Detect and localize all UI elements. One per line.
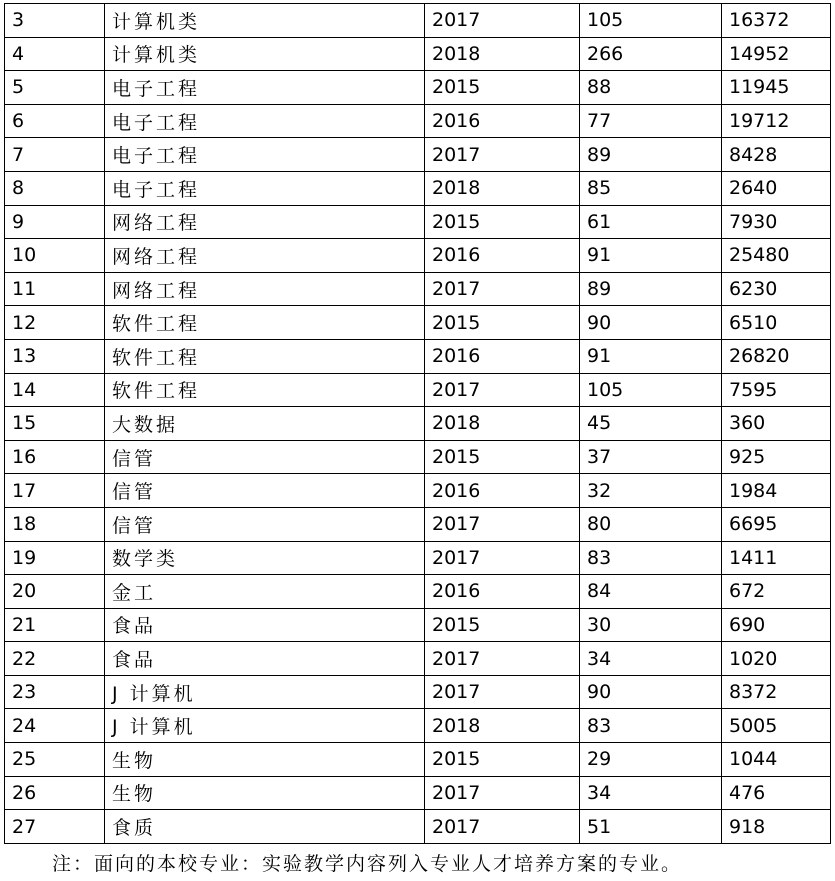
cell-major-name: 数学类 <box>105 541 425 575</box>
table-row <box>5 810 831 844</box>
cell-count: 83 <box>580 709 722 743</box>
cell-value: 11945 <box>722 71 831 105</box>
cell-value: 925 <box>722 440 831 474</box>
cell-major-name: J 计算机 <box>105 709 425 743</box>
cell-value: 2640 <box>722 171 831 205</box>
cell-count: 89 <box>580 272 722 306</box>
table-row <box>5 776 831 810</box>
cell-row-index: 4 <box>5 37 105 71</box>
cell-row-index: 13 <box>5 339 105 373</box>
cell-count: 90 <box>580 306 722 340</box>
cell-year: 2018 <box>425 171 580 205</box>
cell-count: 34 <box>580 776 722 810</box>
cell-year: 2016 <box>425 339 580 373</box>
cell-year: 2016 <box>425 239 580 273</box>
cell-year: 2017 <box>425 541 580 575</box>
cell-year: 2015 <box>425 306 580 340</box>
cell-row-index: 16 <box>5 440 105 474</box>
table-row <box>5 138 831 172</box>
cell-year: 2015 <box>425 71 580 105</box>
table-row <box>5 373 831 407</box>
cell-row-index: 5 <box>5 71 105 105</box>
table-body <box>5 4 831 844</box>
cell-major-name: 金工 <box>105 575 425 609</box>
cell-major-name: 网络工程 <box>105 205 425 239</box>
cell-year: 2017 <box>425 373 580 407</box>
footnote: 注：面向的本校专业：实验教学内容列入专业人才培养方案的专业。 <box>52 853 683 875</box>
cell-value: 476 <box>722 776 831 810</box>
data-table <box>4 3 831 844</box>
cell-value: 26820 <box>722 339 831 373</box>
cell-row-index: 9 <box>5 205 105 239</box>
cell-count: 105 <box>580 373 722 407</box>
cell-row-index: 24 <box>5 709 105 743</box>
cell-value: 8372 <box>722 675 831 709</box>
cell-year: 2015 <box>425 608 580 642</box>
table-row <box>5 642 831 676</box>
cell-count: 34 <box>580 642 722 676</box>
cell-count: 105 <box>580 4 722 38</box>
cell-major-name: 食质 <box>105 810 425 844</box>
cell-value: 7930 <box>722 205 831 239</box>
cell-major-name: 信管 <box>105 474 425 508</box>
cell-row-index: 3 <box>5 4 105 38</box>
cell-year: 2017 <box>425 642 580 676</box>
table-row <box>5 272 831 306</box>
cell-major-name: 生物 <box>105 743 425 777</box>
cell-row-index: 19 <box>5 541 105 575</box>
cell-year: 2016 <box>425 575 580 609</box>
cell-value: 672 <box>722 575 831 609</box>
cell-row-index: 27 <box>5 810 105 844</box>
cell-value: 6695 <box>722 507 831 541</box>
cell-value: 6230 <box>722 272 831 306</box>
table-row <box>5 675 831 709</box>
cell-year: 2017 <box>425 272 580 306</box>
cell-year: 2017 <box>425 776 580 810</box>
cell-count: 51 <box>580 810 722 844</box>
cell-value: 360 <box>722 407 831 441</box>
table-row <box>5 407 831 441</box>
cell-year: 2017 <box>425 507 580 541</box>
table-row <box>5 205 831 239</box>
table-row <box>5 104 831 138</box>
cell-value: 1020 <box>722 642 831 676</box>
cell-row-index: 25 <box>5 743 105 777</box>
cell-row-index: 15 <box>5 407 105 441</box>
cell-year: 2018 <box>425 37 580 71</box>
cell-major-name: J 计算机 <box>105 675 425 709</box>
cell-count: 45 <box>580 407 722 441</box>
cell-major-name: 网络工程 <box>105 239 425 273</box>
table-row <box>5 743 831 777</box>
cell-major-name: 计算机类 <box>105 4 425 38</box>
cell-count: 83 <box>580 541 722 575</box>
cell-year: 2017 <box>425 675 580 709</box>
cell-row-index: 23 <box>5 675 105 709</box>
cell-row-index: 14 <box>5 373 105 407</box>
cell-count: 89 <box>580 138 722 172</box>
cell-row-index: 6 <box>5 104 105 138</box>
cell-value: 1044 <box>722 743 831 777</box>
cell-value: 690 <box>722 608 831 642</box>
cell-row-index: 20 <box>5 575 105 609</box>
cell-value: 1411 <box>722 541 831 575</box>
cell-major-name: 网络工程 <box>105 272 425 306</box>
cell-value: 14952 <box>722 37 831 71</box>
table-row <box>5 474 831 508</box>
cell-major-name: 电子工程 <box>105 171 425 205</box>
cell-row-index: 10 <box>5 239 105 273</box>
cell-row-index: 26 <box>5 776 105 810</box>
cell-count: 90 <box>580 675 722 709</box>
cell-row-index: 8 <box>5 171 105 205</box>
cell-count: 30 <box>580 608 722 642</box>
cell-value: 5005 <box>722 709 831 743</box>
cell-count: 77 <box>580 104 722 138</box>
cell-major-name: 信管 <box>105 440 425 474</box>
cell-row-index: 7 <box>5 138 105 172</box>
cell-count: 91 <box>580 239 722 273</box>
cell-major-name: 电子工程 <box>105 71 425 105</box>
cell-count: 61 <box>580 205 722 239</box>
cell-year: 2018 <box>425 407 580 441</box>
cell-row-index: 17 <box>5 474 105 508</box>
cell-value: 918 <box>722 810 831 844</box>
cell-value: 1984 <box>722 474 831 508</box>
table-row <box>5 37 831 71</box>
cell-major-name: 软件工程 <box>105 339 425 373</box>
table-row <box>5 171 831 205</box>
table-row <box>5 306 831 340</box>
cell-count: 85 <box>580 171 722 205</box>
cell-year: 2015 <box>425 440 580 474</box>
cell-value: 6510 <box>722 306 831 340</box>
cell-major-name: 电子工程 <box>105 138 425 172</box>
cell-value: 19712 <box>722 104 831 138</box>
cell-count: 29 <box>580 743 722 777</box>
table-row <box>5 608 831 642</box>
table-row <box>5 239 831 273</box>
table-row <box>5 541 831 575</box>
cell-count: 32 <box>580 474 722 508</box>
cell-year: 2016 <box>425 474 580 508</box>
cell-year: 2017 <box>425 4 580 38</box>
table-row <box>5 71 831 105</box>
table-row <box>5 709 831 743</box>
cell-value: 16372 <box>722 4 831 38</box>
cell-count: 266 <box>580 37 722 71</box>
cell-major-name: 大数据 <box>105 407 425 441</box>
cell-year: 2015 <box>425 743 580 777</box>
cell-year: 2017 <box>425 810 580 844</box>
cell-major-name: 电子工程 <box>105 104 425 138</box>
cell-row-index: 22 <box>5 642 105 676</box>
cell-row-index: 12 <box>5 306 105 340</box>
cell-value: 8428 <box>722 138 831 172</box>
cell-row-index: 18 <box>5 507 105 541</box>
cell-major-name: 计算机类 <box>105 37 425 71</box>
cell-count: 37 <box>580 440 722 474</box>
table-row <box>5 339 831 373</box>
cell-row-index: 11 <box>5 272 105 306</box>
cell-row-index: 21 <box>5 608 105 642</box>
cell-major-name: 食品 <box>105 642 425 676</box>
table-row <box>5 440 831 474</box>
cell-major-name: 食品 <box>105 608 425 642</box>
cell-year: 2015 <box>425 205 580 239</box>
cell-year: 2017 <box>425 138 580 172</box>
table-row <box>5 575 831 609</box>
cell-year: 2016 <box>425 104 580 138</box>
cell-major-name: 生物 <box>105 776 425 810</box>
cell-value: 7595 <box>722 373 831 407</box>
cell-major-name: 软件工程 <box>105 373 425 407</box>
cell-major-name: 软件工程 <box>105 306 425 340</box>
cell-count: 91 <box>580 339 722 373</box>
table-row <box>5 4 831 38</box>
cell-major-name: 信管 <box>105 507 425 541</box>
cell-count: 80 <box>580 507 722 541</box>
table-row <box>5 507 831 541</box>
cell-year: 2018 <box>425 709 580 743</box>
cell-count: 88 <box>580 71 722 105</box>
cell-count: 84 <box>580 575 722 609</box>
cell-value: 25480 <box>722 239 831 273</box>
